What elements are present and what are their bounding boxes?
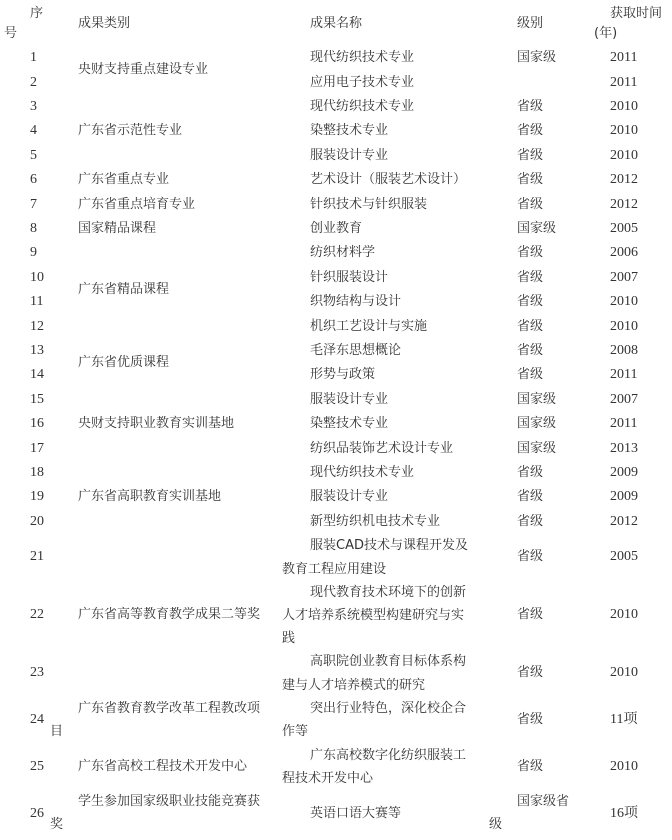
row-year: 11项 (610, 712, 638, 727)
row-seq: 2 (30, 75, 37, 90)
row-level: 省级 (517, 759, 544, 774)
row-level: 省级 (517, 294, 544, 309)
row-name: 服装设计专业 (310, 489, 389, 504)
row-category: 广东省高校工程技术开发中心 (78, 759, 248, 774)
header-name: 成果名称 (310, 16, 363, 31)
row-level: 国家级 (517, 221, 557, 236)
row-seq: 4 (30, 123, 37, 138)
row-name: 高职院创业教育目标体系构 (310, 654, 467, 669)
row-year: 2010 (610, 123, 638, 138)
row-name-line: 作等 (282, 724, 309, 739)
row-seq: 5 (30, 148, 37, 163)
row-year: 2010 (610, 294, 638, 309)
row-name: 广东高校数字化纺织服装工 (310, 748, 467, 763)
row-level: 国家级 (517, 392, 557, 407)
row-level: 省级 (517, 489, 544, 504)
row-seq: 23 (30, 665, 44, 680)
row-name: 染整技术专业 (310, 416, 389, 431)
row-name: 现代纺织技术专业 (310, 99, 415, 114)
row-year: 16项 (610, 806, 638, 821)
row-name: 织物结构与设计 (310, 294, 402, 309)
row-name-line: 程技术开发中心 (282, 771, 374, 786)
row-year: 2009 (610, 465, 638, 480)
row-name: 染整技术专业 (310, 123, 389, 138)
row-seq: 11 (30, 294, 44, 309)
row-name: 英语口语大赛等 (310, 806, 402, 821)
row-category: 广东省高等教育教学成果二等奖 (78, 607, 261, 622)
row-seq: 9 (30, 245, 37, 260)
row-seq: 6 (30, 172, 37, 187)
header-year-top: 获取时间 (610, 6, 663, 21)
row-seq: 21 (30, 549, 44, 564)
row-year: 2010 (610, 319, 638, 334)
row-name-line: 建与人才培养模式的研究 (282, 678, 426, 693)
row-level: 省级 (517, 319, 544, 334)
row-name: 现代教育技术环境下的创新 (310, 585, 467, 600)
row-seq: 17 (30, 441, 44, 456)
row-name: 新型纺织机电技术专业 (310, 514, 441, 529)
row-year: 2005 (610, 221, 638, 236)
row-seq: 19 (30, 489, 44, 504)
row-year: 2013 (610, 441, 638, 456)
row-category-wrap: 奖 (50, 817, 64, 832)
row-year: 2011 (610, 50, 638, 65)
row-year: 2010 (610, 99, 638, 114)
row-seq: 1 (30, 50, 37, 65)
row-seq: 15 (30, 392, 44, 407)
row-year: 2011 (610, 367, 638, 382)
row-level: 省级 (517, 514, 544, 529)
row-seq: 22 (30, 607, 44, 622)
row-category: 广东省高职教育实训基地 (78, 489, 222, 504)
row-category: 广东省优质课程 (78, 355, 170, 370)
row-level: 国家级 (517, 416, 557, 431)
row-seq: 20 (30, 514, 44, 529)
row-category: 广东省示范性专业 (78, 123, 183, 138)
row-name-line: 人才培养系统模型构建研究与实 (282, 608, 465, 623)
header-category: 成果类别 (78, 16, 131, 31)
row-seq: 25 (30, 759, 44, 774)
row-year: 2007 (610, 392, 638, 407)
row-year: 2012 (610, 197, 638, 212)
row-name: 毛泽东思想概论 (310, 343, 402, 358)
row-name: 服装设计专业 (310, 148, 389, 163)
row-category: 广东省精品课程 (78, 282, 170, 297)
row-year: 2005 (610, 549, 638, 564)
row-name: 纺织品装饰艺术设计专业 (310, 441, 454, 456)
row-category: 学生参加国家级职业技能竞赛获 (78, 794, 261, 809)
row-year: 2011 (610, 416, 638, 431)
row-name: 现代纺织技术专业 (310, 465, 415, 480)
row-name: 艺术设计（服装艺术设计） (310, 172, 467, 187)
header-year-bottom: (年) (594, 26, 618, 41)
row-year: 2010 (610, 148, 638, 163)
row-name: 现代纺织技术专业 (310, 50, 415, 65)
row-seq: 26 (30, 806, 44, 821)
row-level: 省级 (517, 665, 544, 680)
row-year: 2012 (610, 172, 638, 187)
row-year: 2007 (610, 270, 638, 285)
header-level: 级别 (517, 16, 544, 31)
row-level: 省级 (517, 549, 544, 564)
row-year: 2010 (610, 607, 638, 622)
row-name: 服装设计专业 (310, 392, 389, 407)
row-seq: 13 (30, 343, 44, 358)
row-level: 省级 (517, 148, 544, 163)
row-category: 广东省重点培育专业 (78, 197, 196, 212)
row-year: 2006 (610, 245, 638, 260)
row-name: 形势与政策 (310, 367, 376, 382)
row-seq: 18 (30, 465, 44, 480)
row-level: 省级 (517, 343, 544, 358)
row-category: 央财支持重点建设专业 (78, 62, 209, 77)
row-level: 省级 (517, 197, 544, 212)
header-seq-top: 序 (30, 6, 44, 21)
row-seq: 7 (30, 197, 37, 212)
row-category: 广东省教育教学改革工程教改项 (78, 701, 261, 716)
row-level: 省级 (517, 245, 544, 260)
row-year: 2008 (610, 343, 638, 358)
row-level-wrap: 级 (489, 817, 503, 832)
row-year: 2009 (610, 489, 638, 504)
row-name: 机织工艺设计与实施 (310, 319, 428, 334)
row-seq: 24 (30, 712, 44, 727)
row-category-wrap: 目 (50, 724, 64, 739)
row-name: 服装CAD技术与课程开发及 (310, 538, 468, 553)
row-seq: 16 (30, 416, 44, 431)
row-level: 国家级 (517, 441, 557, 456)
row-seq: 12 (30, 319, 44, 334)
row-category: 国家精品课程 (78, 221, 157, 236)
row-name: 纺织材料学 (310, 245, 376, 260)
row-name: 创业教育 (310, 221, 363, 236)
row-level: 省级 (517, 712, 544, 727)
row-level: 省级 (517, 123, 544, 138)
row-name: 应用电子技术专业 (310, 75, 415, 90)
row-seq: 10 (30, 270, 44, 285)
row-category: 广东省重点专业 (78, 172, 170, 187)
row-seq: 14 (30, 367, 44, 382)
row-category: 央财支持职业教育实训基地 (78, 416, 235, 431)
row-year: 2012 (610, 514, 638, 529)
row-year: 2011 (610, 75, 638, 90)
row-seq: 3 (30, 99, 37, 114)
row-level: 省级 (517, 270, 544, 285)
row-level: 省级 (517, 172, 544, 187)
row-level: 省级 (517, 99, 544, 114)
row-year: 2010 (610, 759, 638, 774)
row-level: 省级 (517, 607, 544, 622)
row-seq: 8 (30, 221, 37, 236)
header-seq-bottom: 号 (4, 26, 18, 41)
row-name: 针织服装设计 (310, 270, 389, 285)
row-name-line: 教育工程应用建设 (282, 562, 387, 577)
row-name: 针织技术与针织服装 (310, 197, 428, 212)
row-year: 2010 (610, 665, 638, 680)
row-level: 省级 (517, 367, 544, 382)
row-level: 国家级 (517, 50, 557, 65)
row-name: 突出行业特色，深化校企合 (310, 701, 467, 716)
row-level: 省级 (517, 465, 544, 480)
row-level: 国家级省 (517, 794, 570, 809)
row-name-line: 践 (282, 631, 296, 646)
